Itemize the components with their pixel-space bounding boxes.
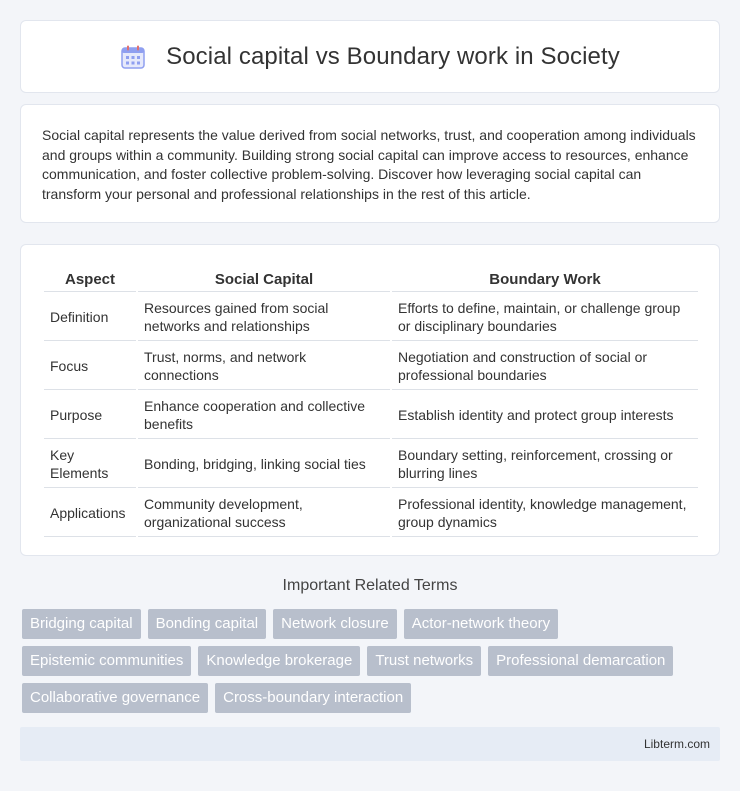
comparison-table-card — [20, 244, 720, 556]
page-title: Social capital vs Boundary work in Society — [166, 42, 620, 70]
tag-collaborative-governance[interactable]: Collaborative governance — [22, 683, 208, 713]
tag-epistemic-communities[interactable]: Epistemic communities — [22, 646, 191, 676]
tag-actor-network-theory[interactable]: Actor-network theory — [404, 609, 558, 639]
table-cell: Bonding, bridging, linking social ties — [138, 441, 390, 488]
table-cell: Focus — [44, 343, 136, 390]
table-cell: Purpose — [44, 392, 136, 439]
table-cell: Efforts to define, maintain, or challenge group or disciplinary boundaries — [392, 294, 698, 341]
table-cell: Resources gained from social networks and relationships — [138, 294, 390, 341]
table-cell: Boundary setting, reinforcement, crossing or blurring lines — [392, 441, 698, 488]
intro-text: Social capital represents the value derived from social networks, trust, and cooperation among individuals and groups within a community. Building strong social capital can improve access to resources, enhance communication, and foster collective problem-solving. Discover how leveraging social capital can transform your personal and professional relationships in the rest of this article. — [42, 127, 696, 202]
table-row — [44, 490, 698, 537]
table-row — [44, 294, 698, 341]
tag-bridging-capital[interactable]: Bridging capital — [22, 609, 141, 639]
table-cell: Professional identity, knowledge management, group dynamics — [392, 490, 698, 537]
table-row — [44, 343, 698, 390]
table-cell: Trust, norms, and network connections — [138, 343, 390, 390]
table-cell: Negotiation and construction of social or professional boundaries — [392, 343, 698, 390]
intro-card — [20, 104, 720, 223]
tag-trust-networks[interactable]: Trust networks — [367, 646, 481, 676]
calendar-grid-icon — [120, 44, 146, 70]
related-terms-heading: Important Related Terms — [282, 577, 458, 594]
column-header-aspect: Aspect — [44, 267, 136, 292]
comparison-table — [42, 265, 700, 539]
table-row — [44, 441, 698, 488]
table-cell: Community development, organizational success — [138, 490, 390, 537]
table-cell: Enhance cooperation and collective benefits — [138, 392, 390, 439]
table-cell: Definition — [44, 294, 136, 341]
footer — [20, 727, 720, 761]
tag-cross-boundary-interaction[interactable]: Cross-boundary interaction — [215, 683, 411, 713]
tag-bonding-capital[interactable]: Bonding capital — [148, 609, 267, 639]
table-header-row — [44, 267, 698, 292]
header-card — [20, 20, 720, 93]
tag-knowledge-brokerage[interactable]: Knowledge brokerage — [198, 646, 360, 676]
table-cell: Key Elements — [44, 441, 136, 488]
tag-professional-demarcation[interactable]: Professional demarcation — [488, 646, 673, 676]
tag-network-closure[interactable]: Network closure — [273, 609, 397, 639]
related-terms-tags — [22, 609, 722, 720]
table-cell: Applications — [44, 490, 136, 537]
column-header-social-capital: Social Capital — [138, 267, 390, 292]
table-row — [44, 392, 698, 439]
table-cell: Establish identity and protect group interests — [392, 392, 698, 439]
column-header-boundary-work: Boundary Work — [392, 267, 698, 292]
footer-site-link[interactable]: Libterm.com — [643, 737, 710, 751]
